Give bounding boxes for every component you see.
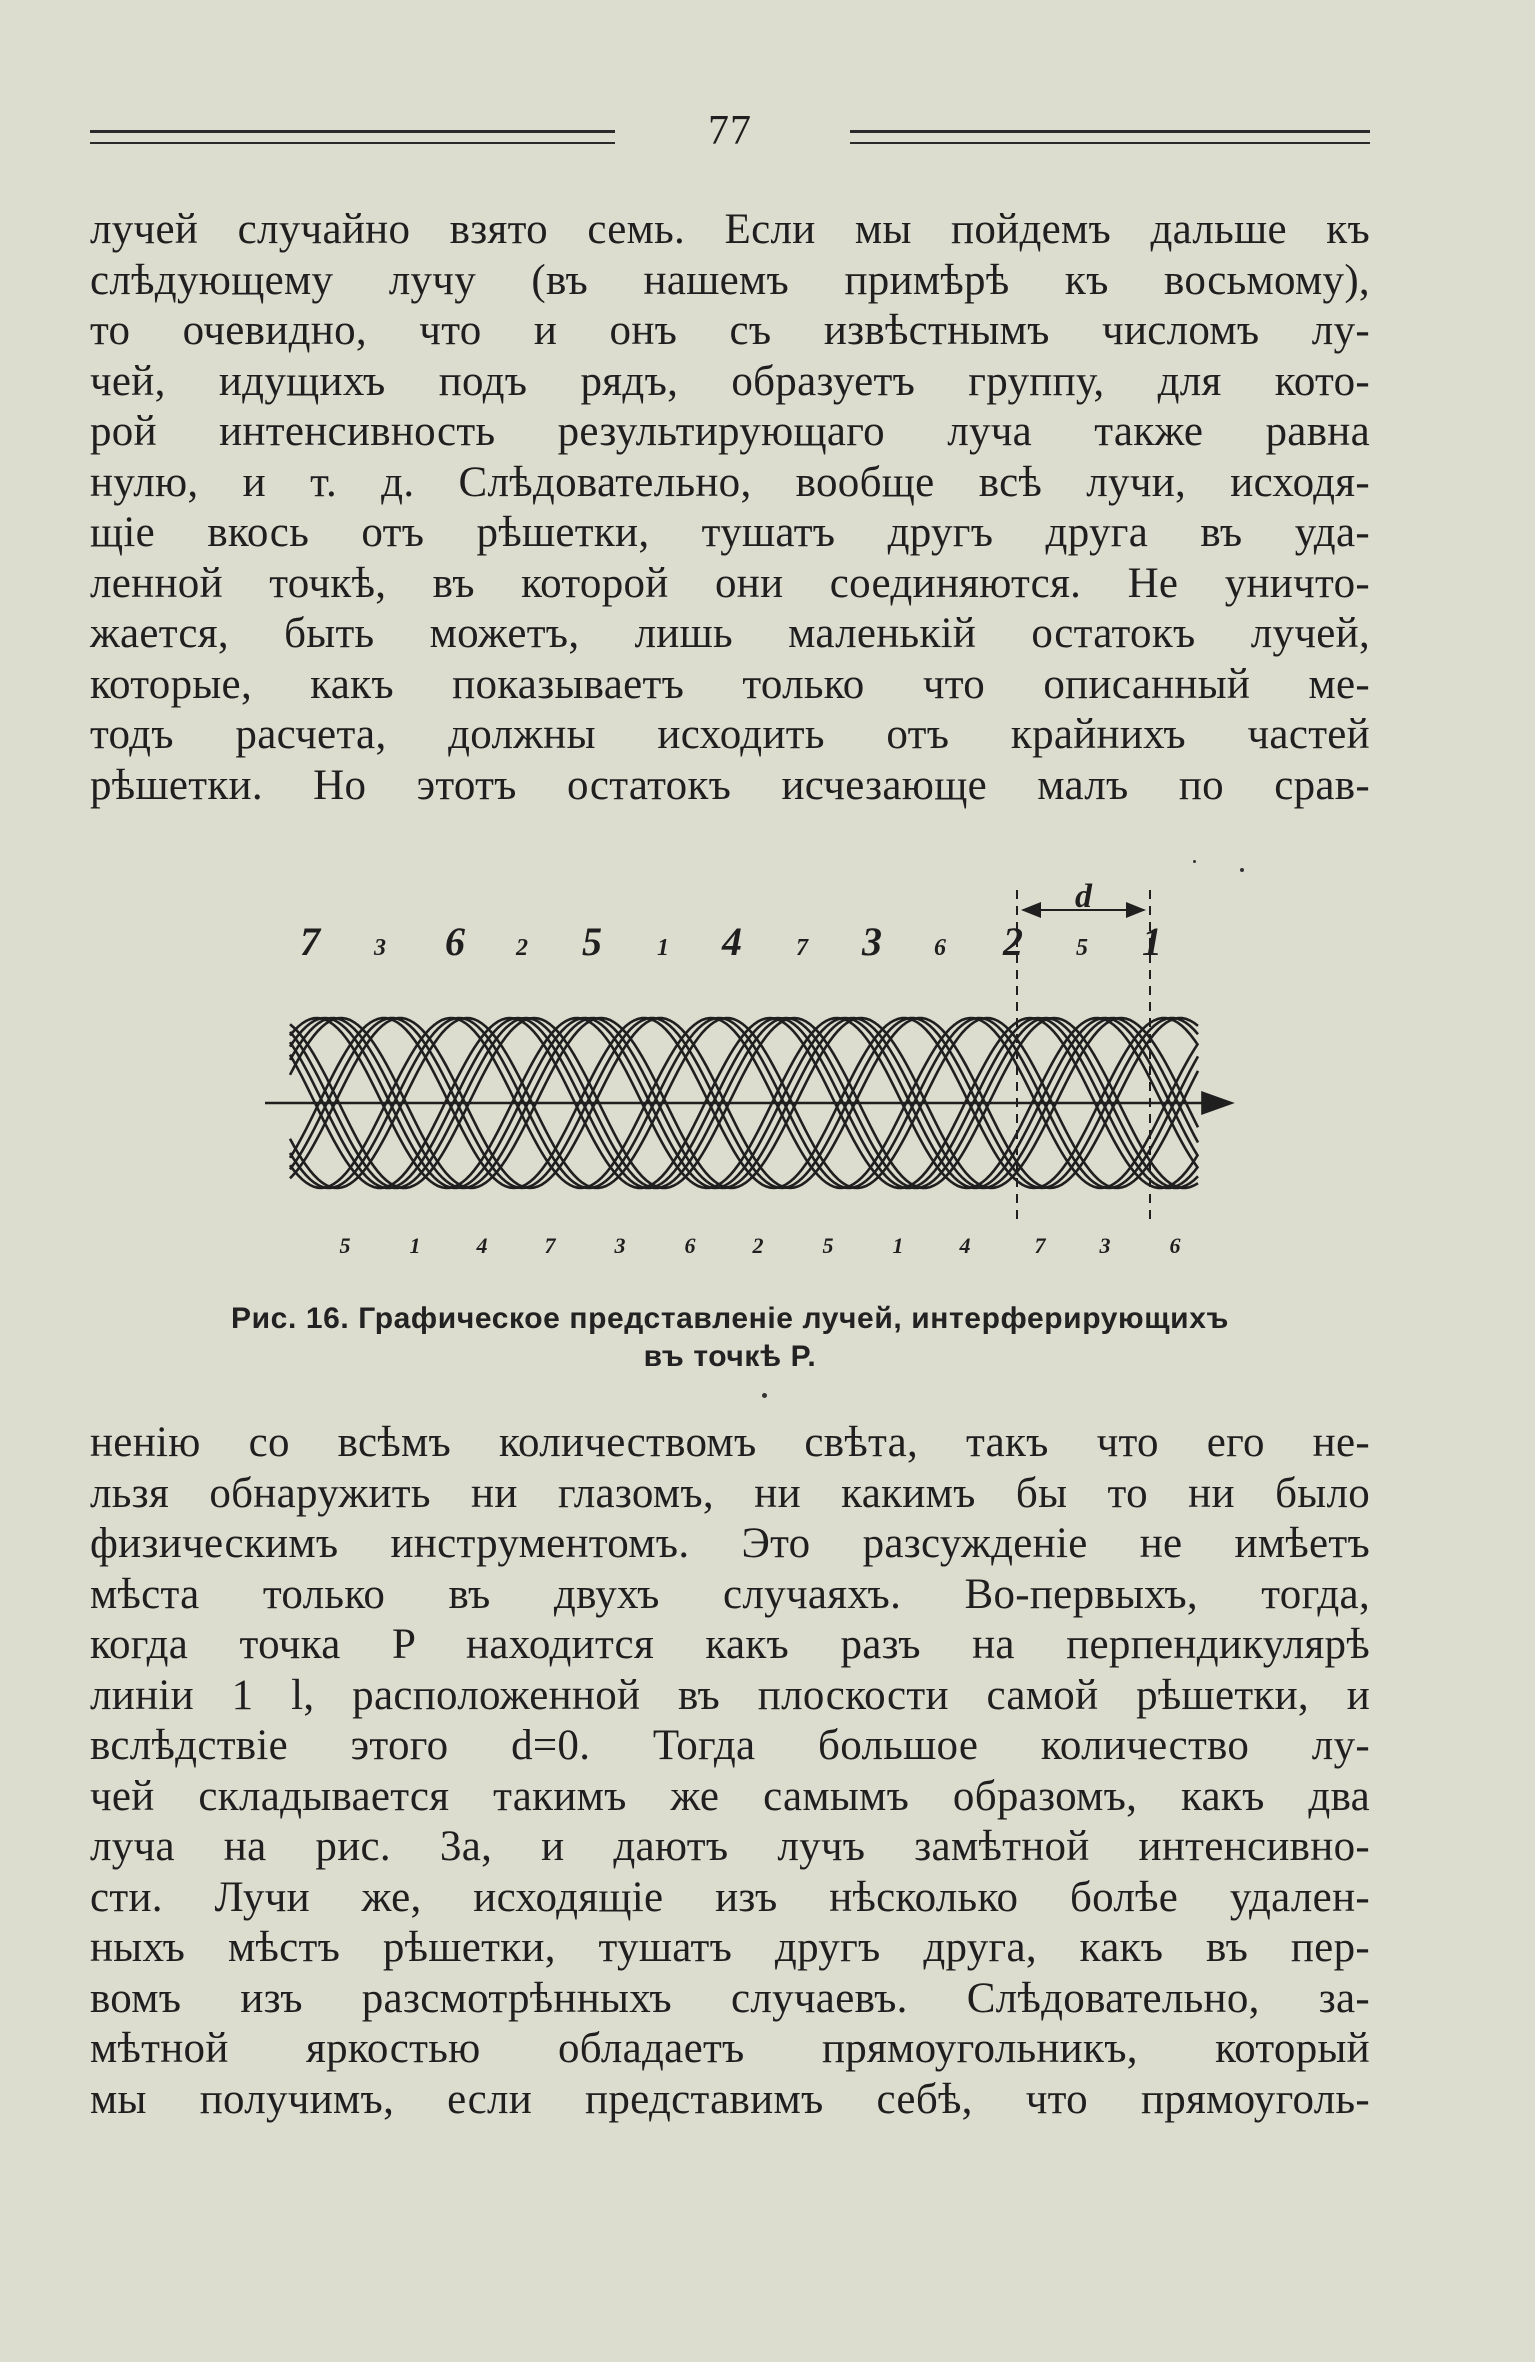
text-line: луча на рис. 3a, и даютъ лучъ замѣтной интенсивно- bbox=[90, 1823, 1370, 1870]
text-line: щіе вкось отъ рѣшетки, тушатъ другъ друга въ уда- bbox=[90, 509, 1370, 556]
top-label: 3 bbox=[374, 935, 386, 961]
text-line: вслѣдствіе этого d=0. Тогда большое количество лу- bbox=[90, 1722, 1370, 1769]
print-speck bbox=[762, 1393, 767, 1398]
top-label: 2 bbox=[1003, 919, 1023, 964]
text-line: сти. Лучи же, исходящіе изъ нѣсколько болѣе удален- bbox=[90, 1873, 1370, 1921]
top-label: 4 bbox=[722, 919, 742, 964]
top-label: 1 bbox=[657, 935, 669, 961]
bottom-label: 6 bbox=[684, 1233, 696, 1258]
bottom-label: 4 bbox=[476, 1233, 488, 1258]
text-line: чей складывается такимъ же самымъ образомъ, какъ два bbox=[90, 1772, 1370, 1820]
caption-line-2: въ точкѣ P. bbox=[643, 1340, 817, 1373]
bottom-label: 7 bbox=[544, 1233, 556, 1258]
top-label: 7 bbox=[796, 935, 808, 961]
print-speck bbox=[1240, 868, 1244, 872]
text-line: льзя обнаружить ни глазомъ, ни какимъ бы то ни было bbox=[90, 1469, 1370, 1517]
text-line: вомъ изъ разсмотрѣнныхъ случаевъ. Слѣдовательно, за- bbox=[90, 1974, 1370, 2022]
paragraph-top bbox=[90, 205, 1370, 811]
text-line: ненію со всѣмъ количествомъ свѣта, такъ что его не- bbox=[90, 1419, 1370, 1466]
text-line: рѣшетки. Но этотъ остатокъ исчезающе малъ по срав- bbox=[90, 761, 1370, 809]
header-rule-right bbox=[850, 130, 1370, 144]
bottom-label: 5 bbox=[339, 1233, 351, 1258]
text-line: тодъ расчета, должны исходить отъ крайнихъ частей bbox=[90, 711, 1370, 758]
print-speck bbox=[1193, 860, 1196, 863]
text-line: линіи 1 l, расположенной въ плоскости самой рѣшетки, и bbox=[90, 1671, 1370, 1719]
text-line: физическимъ инструментомъ. Это разсужденіе не имѣетъ bbox=[90, 1520, 1370, 1567]
d-label: d bbox=[1075, 878, 1092, 915]
text-line: ныхъ мѣстъ рѣшетки, тушатъ другъ друга, какъ въ пер- bbox=[90, 1924, 1370, 1971]
top-label: 6 bbox=[934, 935, 946, 961]
caption-line-1: Рис. 16. Графическое представленіе лучей, интерферирующихъ bbox=[231, 1302, 1229, 1335]
text-line: жается, быть можетъ, лишь маленькій остатокъ лучей, bbox=[90, 610, 1370, 657]
top-label: 5 bbox=[1076, 935, 1088, 961]
text-line: которые, какъ показываетъ только что описанный ме- bbox=[90, 660, 1370, 708]
top-label: 6 bbox=[445, 919, 465, 964]
text-line: мѣста только въ двухъ случаяхъ. Во-первыхъ, тогда, bbox=[90, 1570, 1370, 1618]
page-header bbox=[90, 108, 1370, 158]
top-label: 2 bbox=[516, 935, 528, 961]
text-line: мы получимъ, если представимъ себѣ, что прямоуголь- bbox=[90, 2075, 1370, 2123]
paragraph-bottom bbox=[90, 1418, 1370, 2125]
text-line: мѣтной яркостью обладаетъ прямоугольникъ, который bbox=[90, 2025, 1370, 2072]
bottom-label: 1 bbox=[409, 1233, 421, 1258]
bottom-label: 3 bbox=[614, 1233, 626, 1258]
top-label: 3 bbox=[862, 919, 882, 964]
bottom-label: 7 bbox=[1034, 1233, 1046, 1258]
bottom-label: 3 bbox=[1099, 1233, 1111, 1258]
text-line: слѣдующему лучу (въ нашемъ примѣрѣ къ восьмому), bbox=[90, 256, 1370, 304]
page-number: 77 bbox=[708, 108, 752, 154]
bottom-label: 1 bbox=[892, 1233, 904, 1258]
bottom-label: 2 bbox=[752, 1233, 764, 1258]
text-line: нулю, и т. д. Слѣдовательно, вообще всѣ лучи, исходя- bbox=[90, 458, 1370, 506]
bottom-label: 5 bbox=[822, 1233, 834, 1258]
top-label: 1 bbox=[1142, 919, 1162, 964]
bottom-label: 4 bbox=[959, 1233, 971, 1258]
figure-16 bbox=[250, 875, 1250, 1275]
text-line: чей, идущихъ подъ рядъ, образуетъ группу, для кото- bbox=[90, 357, 1370, 405]
top-label: 5 bbox=[582, 919, 602, 964]
text-line: лучей случайно взято семь. Если мы пойдемъ дальше къ bbox=[90, 206, 1370, 253]
interference-diagram bbox=[250, 875, 1250, 1275]
mask-left bbox=[250, 875, 288, 1275]
text-line: рой интенсивность результирующаго луча также равна bbox=[90, 408, 1370, 455]
text-line: когда точка P находится какъ разъ на перпендикулярѣ bbox=[90, 1621, 1370, 1668]
bottom-label: 6 bbox=[1169, 1233, 1181, 1258]
text-line: ленной точкѣ, въ которой они соединяются. Не уничто- bbox=[90, 559, 1370, 607]
figure-caption bbox=[90, 1300, 1370, 1376]
text-line: то очевидно, что и онъ съ извѣстнымъ числомъ лу- bbox=[90, 307, 1370, 354]
top-label: 7 bbox=[300, 919, 320, 964]
